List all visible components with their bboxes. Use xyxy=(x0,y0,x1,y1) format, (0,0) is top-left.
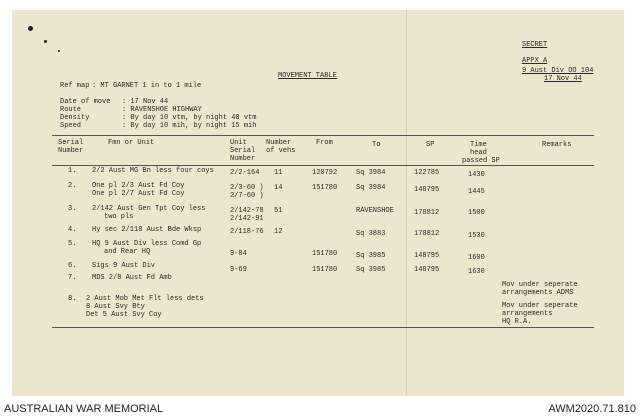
col-unit-header-2: Serial xyxy=(230,147,256,155)
ink-spot xyxy=(44,40,47,43)
row-3-unit-serial: 2/142-78 xyxy=(230,207,264,215)
density-label: Density xyxy=(60,114,90,122)
ink-spot xyxy=(58,50,60,52)
row-8-remarks: Mov under seperate xyxy=(502,302,578,310)
row-7-remarks-2: arrangements ADMS xyxy=(502,289,574,297)
row-6-serial: 6. xyxy=(68,262,77,270)
row-6-sp: 148795 xyxy=(414,266,440,274)
date-of-move-value: : 17 Nov 44 xyxy=(122,98,169,106)
speed-label: Speed xyxy=(60,122,82,130)
row-2-unit-serial-2: 2/7-60 ) xyxy=(230,192,264,200)
archive-footer xyxy=(0,400,640,419)
row-1-serial: 1. xyxy=(68,167,77,175)
speed-value: : By day 10 mih, by night 15 mih xyxy=(122,122,257,130)
document-title: MOVEMENT TABLE xyxy=(278,72,337,80)
col-sp-header: SP xyxy=(426,141,435,149)
row-3-unit-line-2: two pls xyxy=(104,213,134,221)
col-from-header: From xyxy=(316,139,333,147)
archive-name: AUSTRALIAN WAR MEMORIAL xyxy=(4,403,164,415)
row-6-to: Sq 3985 xyxy=(356,266,386,274)
row-2-sp: 148795 xyxy=(414,186,440,194)
row-1-sp: 122785 xyxy=(414,169,440,177)
row-2-time: 1445 xyxy=(468,188,485,196)
row-4-unit-serial: 2/118-76 xyxy=(230,228,264,236)
row-1-unit: 2/2 Aust MG Bn less four coys xyxy=(92,167,214,175)
row-6-unit-serial: 9-69 xyxy=(230,266,247,274)
col-remarks-header: Remarks xyxy=(542,141,572,149)
route-label: Route xyxy=(60,106,82,114)
row-8-unit: 2 Aust Mob Met Flt less dets xyxy=(86,295,204,303)
col-time-header-3: passed SP xyxy=(462,157,500,165)
col-vehs-header: Number xyxy=(266,139,292,147)
row-3-vehs: 51 xyxy=(274,207,283,215)
row-3-serial: 3. xyxy=(68,205,77,213)
row-1-time: 1430 xyxy=(468,171,485,179)
row-1-to: Sq 3984 xyxy=(356,169,386,177)
row-6-unit: Sigs 9 Aust Div xyxy=(92,262,156,270)
appendix-label: APPX A xyxy=(522,57,548,65)
row-7-serial: 7. xyxy=(68,274,77,282)
row-4-serial: 4. xyxy=(68,226,77,234)
row-1-vehs: 11 xyxy=(274,169,283,177)
density-value: : By day 10 vtm, by night 40 vtm xyxy=(122,114,257,122)
row-3-unit-serial-2: 2/142-91 xyxy=(230,215,264,223)
archive-reference: AWM2020.71.810 xyxy=(548,403,636,415)
header-bottom-rule xyxy=(52,165,594,166)
row-6-time: 1630 xyxy=(468,268,485,276)
col-unit-header-3: Number xyxy=(230,155,256,163)
row-2-unit: One pl 2/3 Aust Fd Coy xyxy=(92,182,185,190)
row-1-from: 120792 xyxy=(312,169,338,177)
row-3-unit: 2/142 Aust Gen Tpt Coy less xyxy=(92,205,206,213)
route-value: : RAVENSHOE HIGHWAY xyxy=(122,106,202,114)
row-3-sp: 178812 xyxy=(414,209,440,217)
row-4-time: 1530 xyxy=(468,232,485,240)
col-unit-header: Unit xyxy=(230,139,247,147)
row-8-serial: 8. xyxy=(68,295,77,303)
table-top-rule xyxy=(52,135,594,136)
row-5-serial: 5. xyxy=(68,240,77,248)
row-5-time: 1600 xyxy=(468,254,485,262)
row-4-to: Sq 3883 xyxy=(356,230,386,238)
row-2-unit-line-2: One pl 2/7 Aust Fd Coy xyxy=(92,190,185,198)
secret-marking: SECRET xyxy=(522,41,548,49)
col-serial-header: Serial xyxy=(58,139,84,147)
row-5-to: Sq 3985 xyxy=(356,252,386,260)
order-reference: 9 Aust Div OO 104 xyxy=(522,67,594,75)
order-date: 17 Nov 44 xyxy=(544,75,582,83)
row-5-sp: 148795 xyxy=(414,252,440,260)
col-serial-header-2: Number xyxy=(58,147,84,155)
row-5-unit-line-2: and Rear HQ xyxy=(104,248,151,256)
row-7-unit: MDS 2/8 Aust Fd Amb xyxy=(92,274,172,282)
row-5-from: 151780 xyxy=(312,250,338,258)
col-time-header: Time xyxy=(470,141,487,149)
page-fold xyxy=(406,10,407,396)
row-8-unit-line-3: Det 5 Aust Svy Coy xyxy=(86,311,162,319)
row-5-unit: HQ 9 Aust Div less Comd Gp xyxy=(92,240,202,248)
row-4-vehs: 12 xyxy=(274,228,283,236)
col-fmn-header: Fmn or Unit xyxy=(108,139,155,147)
row-2-to: Sq 3984 xyxy=(356,184,386,192)
row-2-unit-serial: 2/3-60 ) xyxy=(230,184,264,192)
ref-map-label: Ref map xyxy=(60,82,90,90)
col-time-header-2: head xyxy=(470,149,487,157)
row-7-remarks: Mov under seperate xyxy=(502,281,578,289)
row-6-from: 151780 xyxy=(312,266,338,274)
row-1-unit-serial: 2/2-164 xyxy=(230,169,260,177)
row-2-serial: 2. xyxy=(68,182,77,190)
row-8-unit-line-2: 8 Aust Svy Bty xyxy=(86,303,145,311)
row-4-unit: Hy sec 2/118 Aust Bde Wksp xyxy=(92,226,202,234)
ink-spot xyxy=(28,26,33,31)
ref-map-value: : MT GARNET 1 in to 1 mile xyxy=(92,82,202,90)
table-bottom-rule xyxy=(52,327,594,328)
row-2-from: 151780 xyxy=(312,184,338,192)
document-page xyxy=(12,10,624,396)
row-2-vehs: 14 xyxy=(274,184,283,192)
col-vehs-header-2: of vehs xyxy=(266,147,296,155)
row-5-unit-serial: 9-84 xyxy=(230,250,247,258)
row-3-to: RAVENSHOE xyxy=(356,207,394,215)
row-3-time: 1500 xyxy=(468,209,485,217)
row-8-remarks-2: arrangements xyxy=(502,310,553,318)
row-4-sp: 178812 xyxy=(414,230,440,238)
date-of-move-label: Date of move xyxy=(60,98,111,106)
row-8-remarks-3: HQ R.A. xyxy=(502,318,532,326)
col-to-header: To xyxy=(372,141,381,149)
